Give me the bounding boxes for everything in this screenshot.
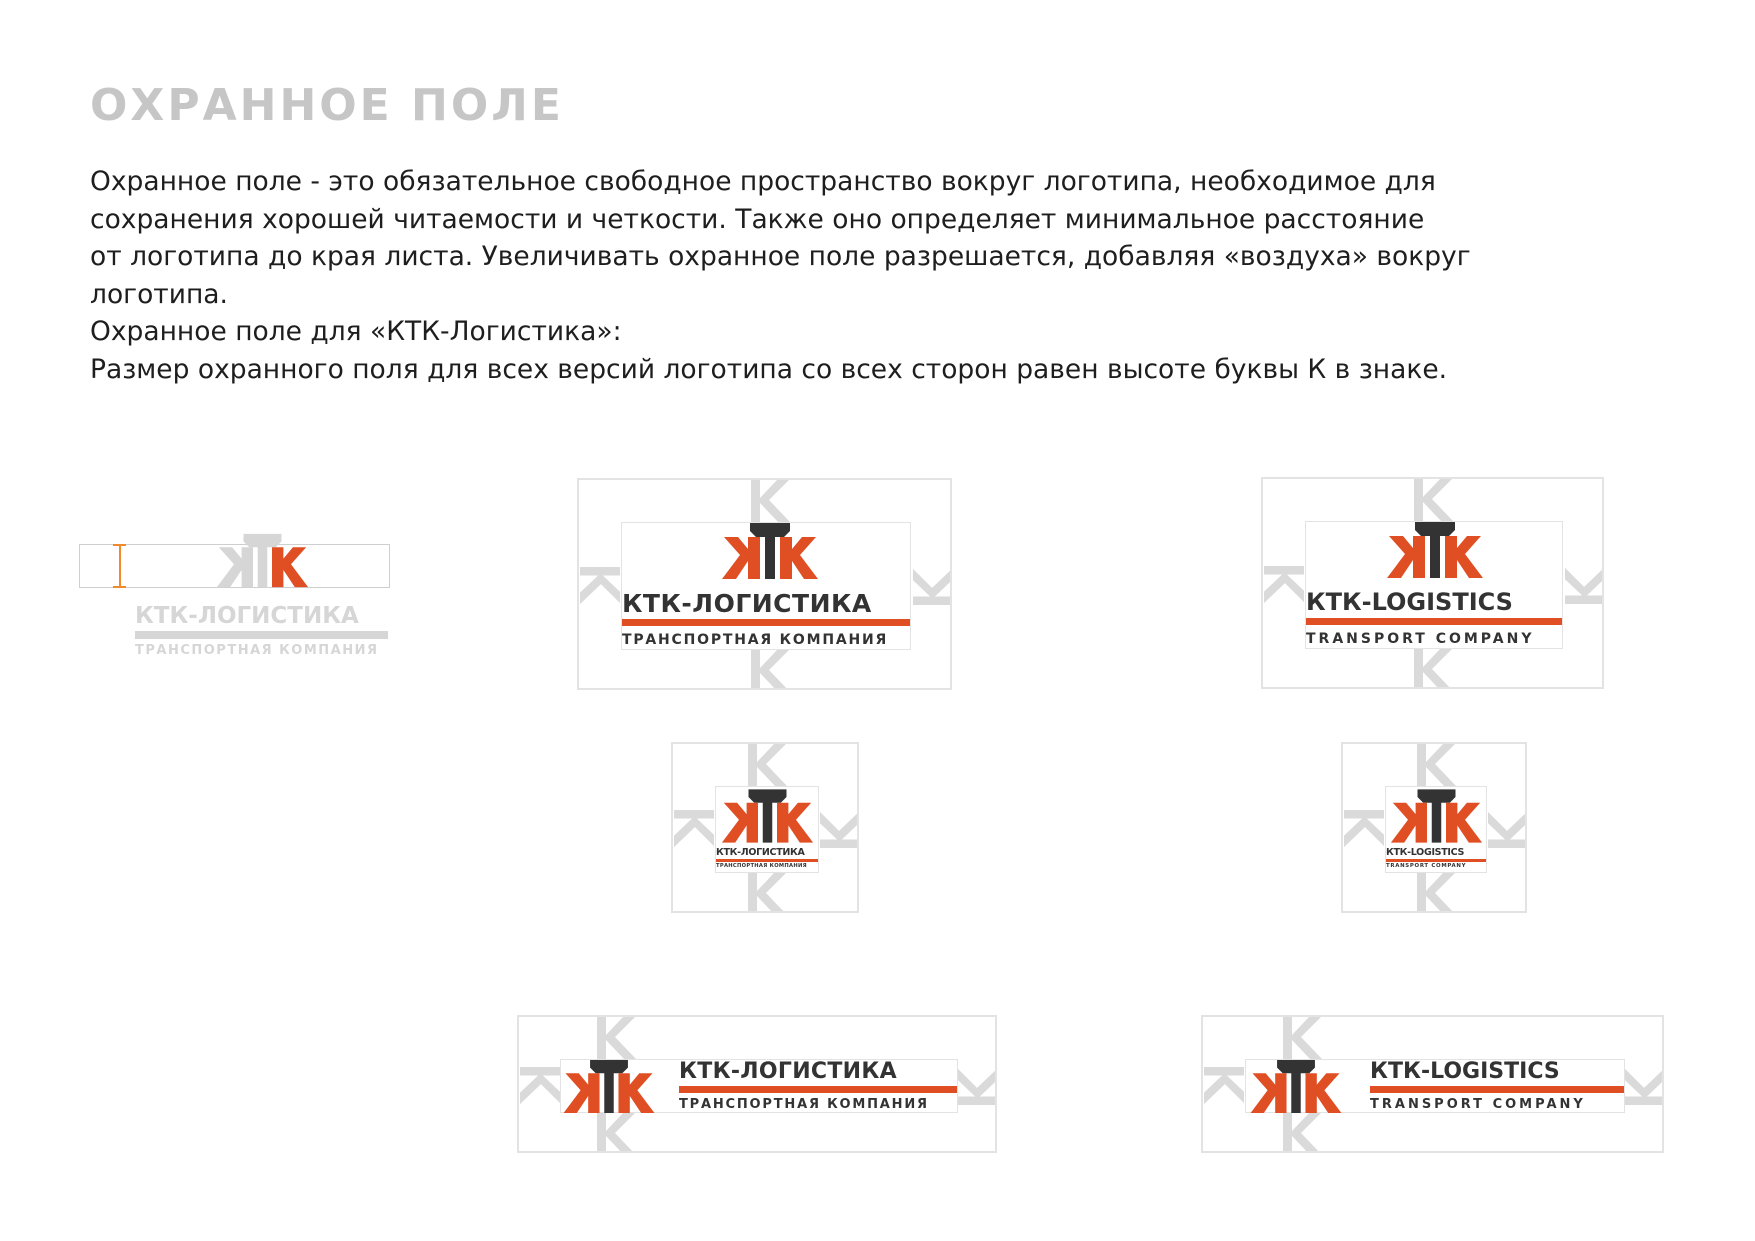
description <box>90 163 1710 388</box>
wordmark: КТК-LOGISTICS <box>1386 847 1465 858</box>
ghost-k-icon <box>1417 744 1457 786</box>
ktk-mark-icon <box>720 523 820 579</box>
wordmark: КТК-ЛОГИСТИКА <box>716 847 805 858</box>
description-line: от логотипа до края листа. Увеличивать охранное поле разрешается, добавляя «воздуха» вокруг <box>90 241 1471 272</box>
wordmark-gray: КТК-ЛОГИСТИКА <box>135 603 359 629</box>
clearspace-ru-large <box>577 478 952 690</box>
tagline: TRANSPORT COMPANY <box>1306 631 1535 647</box>
ghost-k-icon <box>913 565 952 607</box>
ghost-k-icon <box>958 1065 997 1107</box>
clearspace-en-horizontal <box>1201 1015 1664 1153</box>
ghost-k-icon <box>1204 1065 1244 1107</box>
ghost-k-icon <box>1417 873 1457 913</box>
ghost-k-icon <box>597 1113 637 1153</box>
ktk-mark-icon <box>1246 1060 1346 1113</box>
clearspace-ru-small <box>671 742 859 913</box>
ghost-k-icon <box>1414 479 1454 521</box>
clearspace-en-large <box>1261 477 1604 689</box>
accent-bar <box>1370 1086 1624 1093</box>
logo-area <box>715 786 819 873</box>
accent-bar <box>716 859 818 862</box>
measure-i-bar <box>113 544 127 588</box>
ghost-k-icon <box>748 873 788 913</box>
logo-area <box>560 1059 958 1113</box>
ktk-mark-icon <box>1385 522 1485 578</box>
ghost-k-icon <box>748 744 788 786</box>
tagline: TRANSPORT COMPANY <box>1386 863 1467 869</box>
ghost-k-icon <box>520 1065 560 1107</box>
logo-area <box>621 522 911 650</box>
ktk-mark-icon <box>1389 787 1484 845</box>
ghost-k-icon <box>1264 564 1304 606</box>
ghost-k-icon <box>580 565 620 607</box>
ghost-k-icon <box>1283 1113 1323 1153</box>
logo-area <box>1245 1059 1625 1113</box>
ktk-mark-gray-icon <box>215 533 310 588</box>
wordmark: КТК-ЛОГИСТИКА <box>679 1059 897 1084</box>
ghost-k-icon <box>1344 808 1384 850</box>
ghost-k-icon <box>751 650 791 690</box>
wordmark: КТК-LOGISTICS <box>1306 588 1513 616</box>
ghost-k-icon <box>674 808 714 850</box>
tagline-gray: ТРАНСПОРТНАЯ КОМПАНИЯ <box>135 643 379 658</box>
ghost-k-icon <box>751 480 791 522</box>
tagline: TRANSPORT COMPANY <box>1370 1097 1586 1112</box>
description-line: Охранное поле - это обязательное свободное пространство вокруг логотипа, необходимое для <box>90 166 1436 197</box>
accent-bar <box>679 1086 957 1093</box>
description-line: Размер охранного поля для всех версий логотипа со всех сторон равен высоте буквы К в знаке. <box>90 353 1448 385</box>
accent-bar <box>1306 618 1562 625</box>
ghost-k-icon <box>1488 808 1527 850</box>
ghost-k-icon <box>1414 649 1454 689</box>
ghost-k-icon <box>1565 564 1604 606</box>
tagline: ТРАНСПОРТНАЯ КОМПАНИЯ <box>716 863 807 869</box>
clearspace-ru-horizontal <box>517 1015 997 1153</box>
wordmark: КТК-LOGISTICS <box>1370 1059 1560 1084</box>
description-line: логотипа. <box>90 278 228 310</box>
accent-bar <box>622 619 910 626</box>
logo-area <box>1385 786 1487 873</box>
page-title: ОХРАННОЕ ПОЛЕ <box>90 80 564 131</box>
description-line: Охранное поле для «КТК-Логистика»: <box>90 316 622 347</box>
tagline: ТРАНСПОРТНАЯ КОМПАНИЯ <box>679 1097 929 1112</box>
ghost-k-icon <box>820 808 859 850</box>
wordmark: КТК-ЛОГИСТИКА <box>622 589 872 618</box>
clearspace-en-small <box>1341 742 1527 913</box>
ktk-mark-icon <box>561 1060 657 1113</box>
accent-bar-gray <box>135 631 388 639</box>
tagline: ТРАНСПОРТНАЯ КОМПАНИЯ <box>622 632 889 648</box>
ghost-k-icon <box>1283 1017 1323 1059</box>
measure-diagram <box>79 533 399 663</box>
logo-area <box>1305 521 1563 649</box>
ktk-mark-icon <box>720 787 815 845</box>
ghost-k-icon <box>597 1017 637 1059</box>
accent-bar <box>1386 859 1486 862</box>
description-line: сохранения хорошей читаемости и четкости. Также оно определяет минимальное расстояние <box>90 203 1425 235</box>
ghost-k-icon <box>1625 1065 1664 1107</box>
